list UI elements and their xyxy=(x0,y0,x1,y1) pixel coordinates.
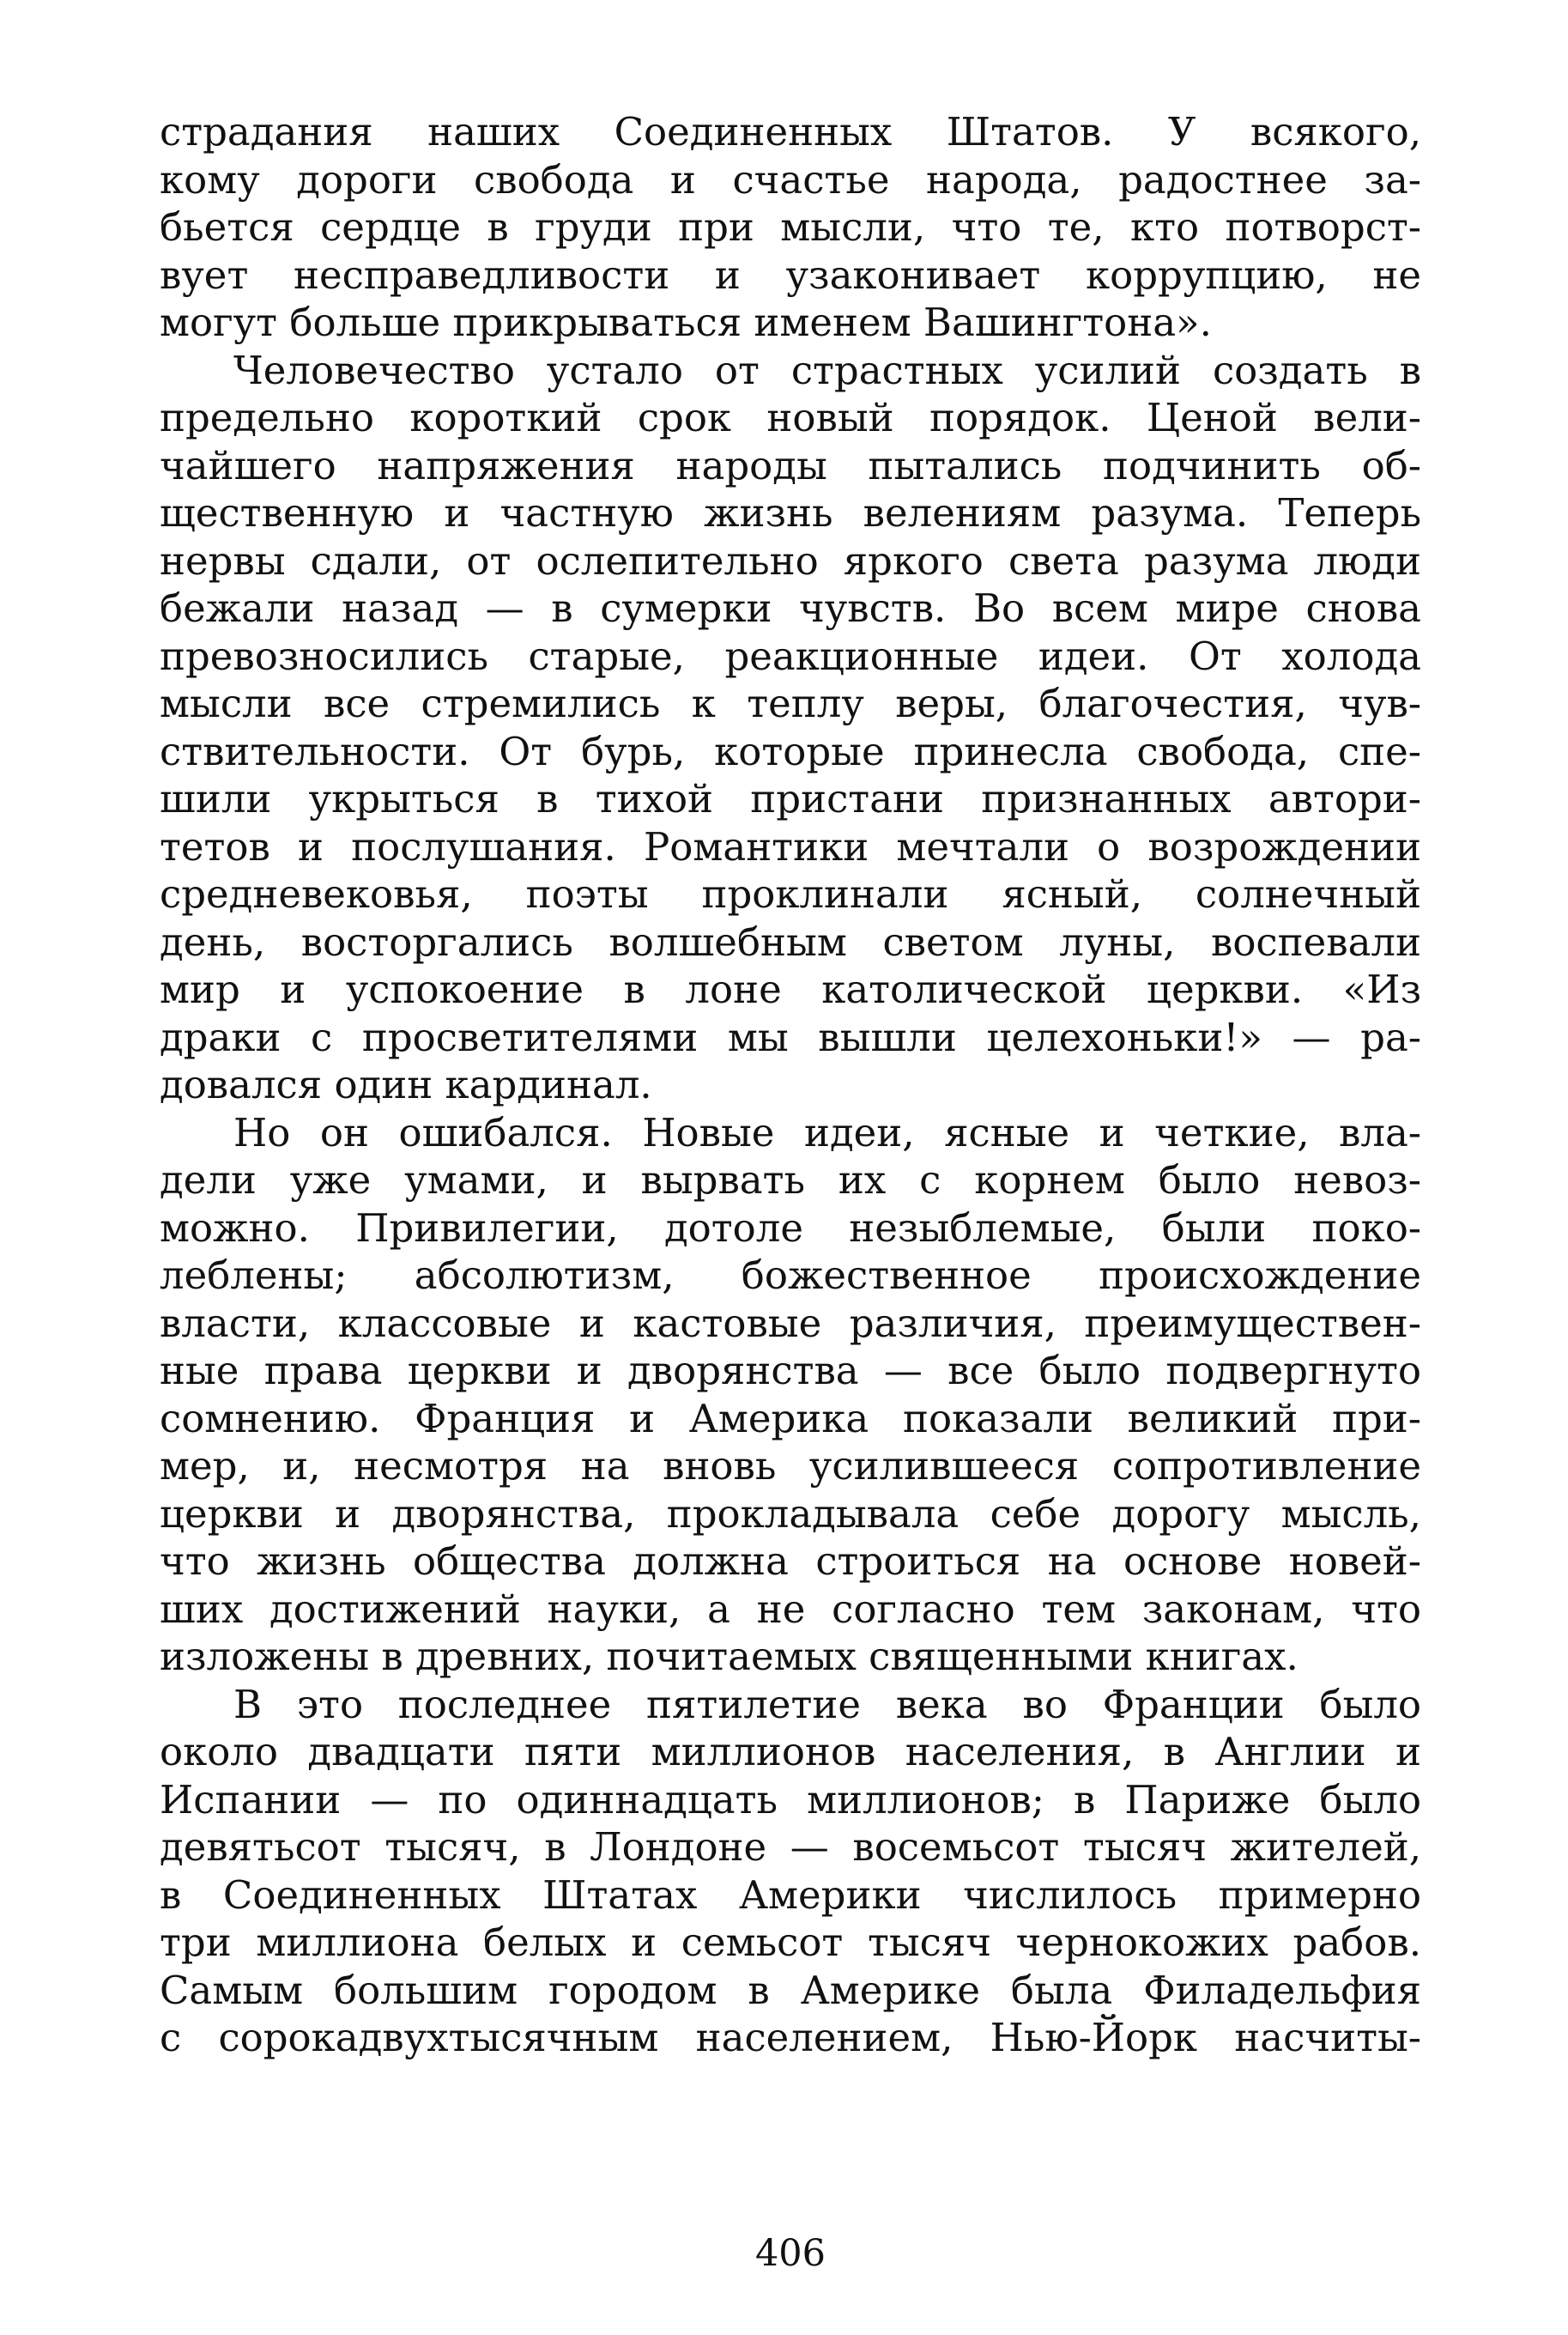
text-line: шили укрыться в тихой пристани признанных автори- xyxy=(160,776,1421,822)
page-number: 406 xyxy=(754,2232,826,2275)
text-line: Испании — по одиннадцать миллионов; в Париже было xyxy=(160,1776,1421,1823)
body-text xyxy=(160,108,1421,2062)
text-line: бежали назад — в сумерки чувств. Во всем мире снова xyxy=(160,585,1421,631)
text-line: мер, и, несмотря на вновь усилившееся сопротивление xyxy=(160,1443,1421,1489)
text-line: вует несправедливости и узаконивает коррупцию, не xyxy=(160,252,1421,298)
text-line: день, восторгались волшебным светом луны, воспевали xyxy=(160,919,1421,965)
text-line: ших достижений науки, а не согласно тем законам, что xyxy=(160,1586,1421,1632)
text-line: превозносились старые, реакционные идеи. От холода xyxy=(160,633,1421,679)
text-line: девятьсот тысяч, в Лондоне — восемьсот тысяч жителей, xyxy=(160,1824,1421,1870)
text-line: довался один кардинал. xyxy=(160,1062,652,1107)
text-line: средневековья, поэты проклинали ясный, солнечный xyxy=(160,871,1421,917)
text-line: чайшего напряжения народы пытались подчинить об- xyxy=(160,442,1421,488)
text-line: ные права церкви и дворянства — все было подвергнуто xyxy=(160,1348,1421,1393)
text-line: леблены; абсолютизм, божественное происхождение xyxy=(160,1252,1421,1298)
text-line: мир и успокоение в лоне католической церкви. «Из xyxy=(160,967,1421,1012)
text-line: дели уже умами, и вырвать их с корнем было невоз- xyxy=(160,1157,1421,1203)
text-line: Самым большим городом в Америке была Филадельфия xyxy=(160,1967,1421,2013)
book-page xyxy=(160,108,1421,2306)
text-line: сомнению. Франция и Америка показали великий при- xyxy=(160,1395,1421,1441)
text-line: предельно короткий срок новый порядок. Ценой вели- xyxy=(160,395,1421,440)
text-line: мысли все стремились к теплу веры, благочестия, чув- xyxy=(160,681,1421,726)
text-line: можно. Привилегии, дотоле незыблемые, были поко- xyxy=(160,1204,1421,1251)
text-line: три миллиона белых и семьсот тысяч чернокожих рабов. xyxy=(160,1920,1421,1965)
text-line: церкви и дворянства, прокладывала себе дорогу мысль, xyxy=(160,1490,1421,1537)
text-line: кому дороги свобода и счастье народа, радостнее за- xyxy=(160,156,1421,203)
text-line: ствительности. От бурь, которые принесла свобода, спе- xyxy=(160,728,1421,774)
text-line: драки с просветителями мы вышли целехоньки!» — ра- xyxy=(160,1014,1421,1060)
text-line: с сорокадвухтысячным населением, Нью-Йорк насчиты- xyxy=(160,2015,1421,2060)
text-line: Но он ошибался. Новые идеи, ясные и четкие, вла- xyxy=(233,1109,1421,1155)
text-line: Человечество устало от страстных усилий создать в xyxy=(233,347,1421,393)
text-line: бьется сердце в груди при мысли, что те, кто потворст- xyxy=(160,204,1421,250)
text-line: могут больше прикрываться именем Вашингтона». xyxy=(160,300,1212,345)
text-line: щественную и частную жизнь велениям разума. Теперь xyxy=(160,490,1421,536)
text-line: что жизнь общества должна строиться на основе новей- xyxy=(160,1538,1421,1584)
text-line: власти, классовые и кастовые различия, преимуществен- xyxy=(160,1300,1421,1346)
text-line: страдания наших Соединенных Штатов. У всякого, xyxy=(160,109,1421,155)
text-line: В это последнее пятилетие века во Франции было xyxy=(233,1681,1421,1727)
text-line: нервы сдали, от ослепительно яркого света разума люди xyxy=(160,537,1421,584)
text-line: тетов и послушания. Романтики мечтали о возрождении xyxy=(160,823,1421,870)
text-line: около двадцати пяти миллионов населения, в Англии и xyxy=(160,1729,1421,1774)
text-line: в Соединенных Штатах Америки числилось примерно xyxy=(160,1871,1421,1918)
text-line: изложены в древних, почитаемых священными книгах. xyxy=(160,1634,1299,1679)
